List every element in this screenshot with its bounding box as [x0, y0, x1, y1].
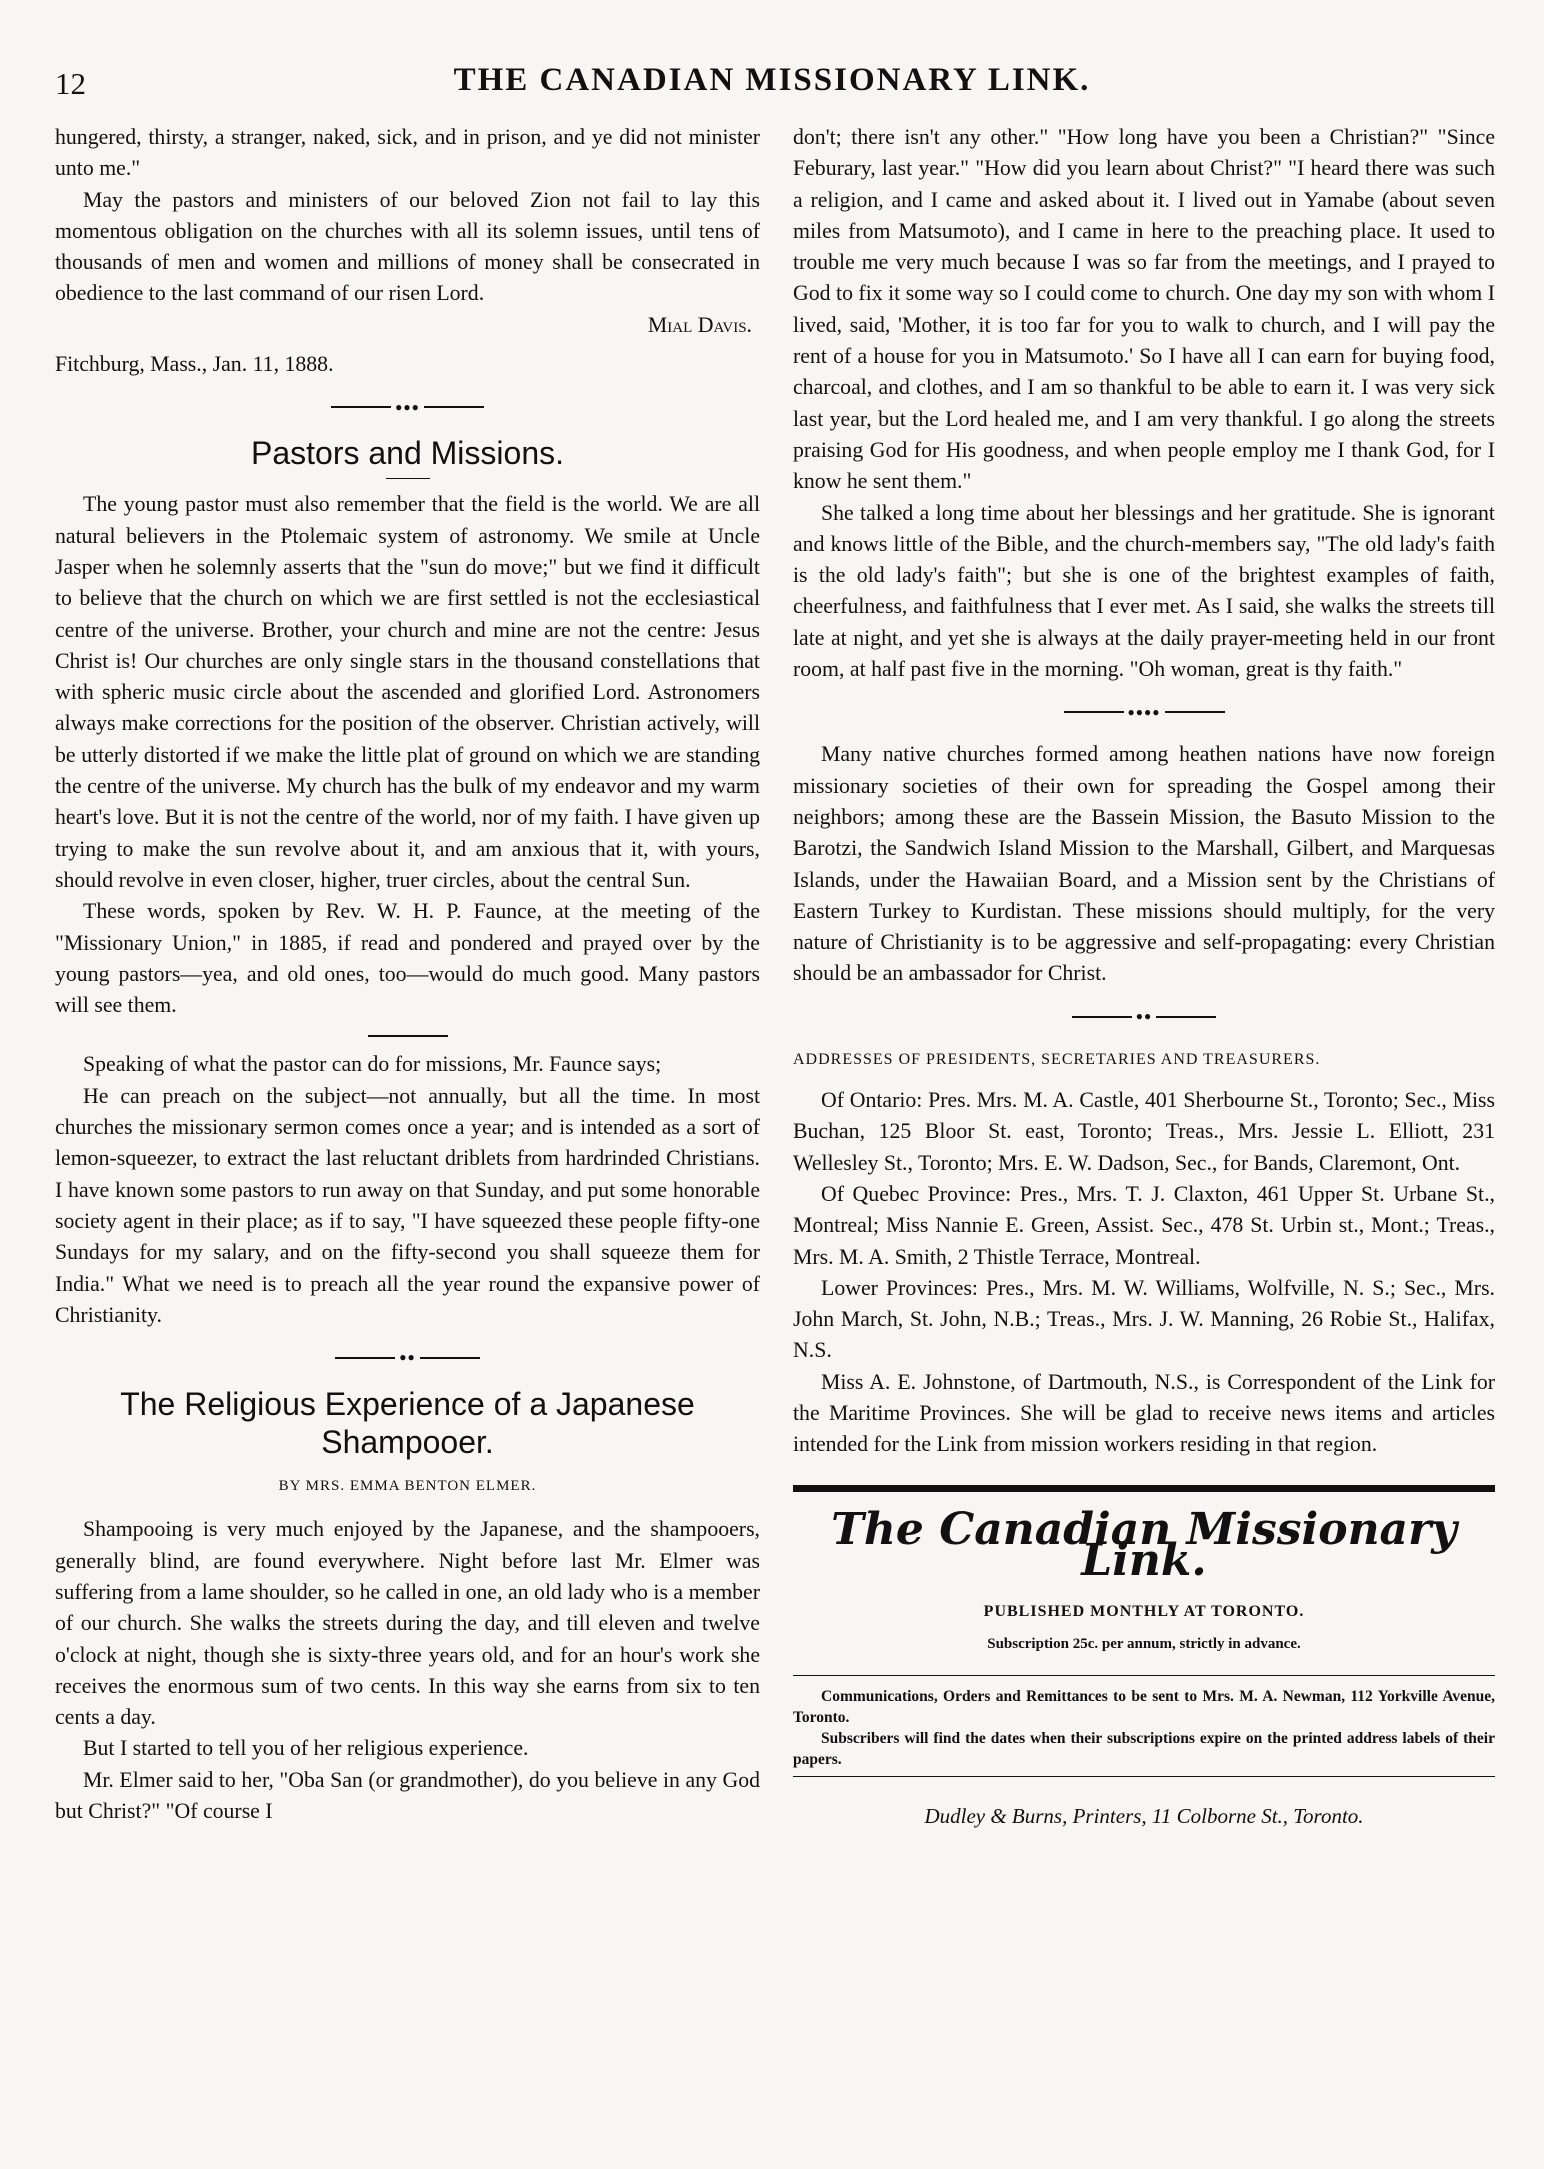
article-title-pastors: Pastors and Missions.: [250, 435, 564, 472]
section-rule: [368, 1035, 448, 1037]
signature: Mial Davis.: [647, 312, 752, 337]
page-number: 12: [55, 66, 86, 101]
ornament-divider: ●●●: [55, 394, 760, 420]
paragraph: He can preach on the subject—not annually, but all the time. In most churches the missionary sermon comes once a year; and is intended as a sort of lemon-squeezer, to extract the last reluctant driblets from hardrinded Christians. I have known some pastors to run away on that Sunday, and put some honorable society agent in their place; as if to say, "I have squeezed these people fifty-one Sundays for my salary, and on the fifty-second you shall squeeze them for India." What we need is to preach all the year round the expansive power of Christianity.: [55, 1083, 760, 1327]
publication-line: PUBLISHED MONTHLY AT TORONTO.: [983, 1603, 1305, 1621]
ornament-divider: ●●: [55, 1345, 760, 1371]
divider: [793, 1776, 1495, 1777]
address-quebec: Of Quebec Province: Pres., Mrs. T. J. Claxton, 461 Upper St. Urbane St., Montreal; Miss Nannie E. Green, Assist. Sec., 478 St. Urbin st., Mont.; Treas., Mrs. M. A. Smith, 2 Thistle Terrace, Montreal.: [793, 1181, 1495, 1269]
subscription-line: Subscription 25c. per annum, strictly in advance.: [987, 1636, 1301, 1653]
paragraph: These words, spoken by Rev. W. H. P. Faunce, at the meeting of the "Missionary Union," in 1885, if read and pondered and prayed over by the young pastors—yea, and old ones, too—would do much good. Many pastors will see them.: [55, 899, 760, 1018]
paragraph: But I started to tell you of her religious experience.: [83, 1736, 529, 1761]
printers-line: Dudley & Burns, Printers, 11 Colborne St., Toronto.: [924, 1803, 1364, 1828]
title-rule: [386, 478, 430, 479]
dateline: Fitchburg, Mass., Jan. 11, 1888.: [55, 352, 334, 377]
article-title-japanese: The Religious Experience of a Japanese Shampooer.: [120, 1386, 695, 1461]
paragraph: Speaking of what the pastor can do for missions, Mr. Faunce says;: [83, 1052, 662, 1077]
paragraph: hungered, thirsty, a stranger, naked, sick, and in prison, and ye did not minister unto me.": [55, 125, 760, 181]
masthead: The Canadian Missionary Link.: [831, 1503, 1457, 1586]
paragraph: She talked a long time about her blessings and her gratitude. She is ignorant and knows little of the Bible, and the church-members say, "The old lady's faith is the old lady's faith"; but she is one of the brightest examples of faith, cheerfulness, and faithfulness that I ever met. As I said, she walks the streets till late at night, and yet she is always at the daily prayer-meeting held in our front room, at half past five in the morning. "Oh woman, great is thy faith.": [793, 500, 1495, 682]
paragraph: The young pastor must also remember that the field is the world. We are all natural believers in the Ptolemaic system of astronomy. We smile at Uncle Jasper when he solemnly asserts that the "sun do move;" but we find it difficult to believe that the church on which we are first settled is not the ecclesiastical centre of the universe. Brother, your church and mine are not the centre: Jesus Christ is! Our churches are only single stars in the thousand constellations that with spheric music circle about the ascended and glorified Lord. Astronomers always make corrections for the position of the observer. Christian actively, will be utterly distorted if we make the little plat of ground on which we are standing the centre of the universe. My church has the bulk of my endeavor and my warm heart's love. But it is not the centre of the world, nor of my faith. I have given up trying to make the sun revolve about it, and am anxious that it, with yours, should revolve in even closer, higher, truer circles, about the central Sun.: [55, 492, 760, 892]
ornament-divider: ●●●●: [793, 699, 1495, 725]
paragraph: May the pastors and ministers of our beloved Zion not fail to lay this momentous obligation on the churches with all its solemn issues, until tens of thousands of men and women and millions of money shall be consecrated in obedience to the last command of our risen Lord.: [55, 187, 760, 306]
address-ontario: Of Ontario: Pres. Mrs. M. A. Castle, 401 Sherbourne St., Toronto; Sec., Miss Buchan, 125 Bloor St. east, Toronto; Treas., Mrs. Jessie L. Elliott, 231 Wellesley St., Toronto; Mrs. E. W. Dadson, Sec., for Bands, Claremont, Ont.: [793, 1088, 1495, 1175]
addresses-heading: ADDRESSES OF PRESIDENTS, SECRETARIES AND TREASURERS.: [793, 1050, 1321, 1068]
paragraph: Many native churches formed among heathen nations have now foreign missionary societies of their own for spreading the Gospel among their neighbors; among these are the Bassein Mission, the Basuto Mission to the Barotzi, the Sandwich Island Mission to the Marshall, Gilbert, and Marquesas Islands, under the Hawaiian Board, and a Mission sent by the Christians of Eastern Turkey to Kurdistan. These missions should multiply, for the very nature of Christianity is to be aggressive and self-propagating: every Christian should be an ambassador for Christ.: [793, 742, 1495, 986]
running-title: THE CANADIAN MISSIONARY LINK.: [453, 62, 1091, 98]
subscribers-notice: Subscribers will find the dates when their subscriptions expire on the printed address labels of their papers.: [793, 1729, 1495, 1768]
left-column: [55, 122, 760, 1827]
correspondent-notice: Miss A. E. Johnstone, of Dartmouth, N.S., is Correspondent of the Link for the Maritime Provinces. She will be glad to receive news items and articles intended for the Link from mission workers residing in that region.: [793, 1369, 1495, 1457]
divider: [793, 1675, 1495, 1676]
paragraph: don't; there isn't any other." "How long have you been a Christian?" "Since Feburary, last year." "How did you learn about Christ?" "I heard there was such a religion, and I came and asked about it. I lived out in Yamabe (about seven miles from Matsumoto), and I came in here to the preaching place. It used to trouble me very much because I was so far from the meetings, and I prayed to God to fix it some way so I could come to church. One day my son with whom I lived, said, 'Mother, it is too far for you to walk to church, and I will pay the rent of a house for you in Matsumoto.' So I have all I can earn for buying food, charcoal, and clothes, and I am so thankful to be able to earn it. I was very sick last year, but the Lord healed me, and I am very thankful. I go along the streets praising God for His goodness, and when people employ me I thank God, for I know he sent them.": [793, 125, 1495, 494]
communications-notice: Communications, Orders and Remittances to be sent to Mrs. M. A. Newman, 112 Yorkville Avenue, Toronto.: [793, 1687, 1495, 1726]
right-column: [793, 122, 1495, 1832]
paragraph: Shampooing is very much enjoyed by the Japanese, and the shampooers, generally blind, are found everywhere. Night before last Mr. Elmer was suffering from a lame shoulder, so he called in one, an old lady who is a member of our church. She walks the streets during the day, and till eleven and twelve o'clock at night, though she is sixty-three years old, and for an hour's work she receives the enormous sum of two cents. In this way she earns from six to ten cents a day.: [55, 1517, 760, 1730]
paragraph: Mr. Elmer said to her, "Oba San (or grandmother), do you believe in any God but Christ?" "Of course I: [55, 1767, 760, 1824]
ornament-divider: ●●: [793, 1004, 1495, 1030]
masthead-rule: [793, 1485, 1495, 1492]
byline: BY MRS. EMMA BENTON ELMER.: [278, 1478, 537, 1495]
address-lower-provinces: Lower Provinces: Pres., Mrs. M. W. Williams, Wolfville, N. S.; Sec., Mrs. John March, St. John, N.B.; Treas., Mrs. J. W. Manning, 26 Robie St., Halifax, N.S.: [793, 1275, 1495, 1363]
